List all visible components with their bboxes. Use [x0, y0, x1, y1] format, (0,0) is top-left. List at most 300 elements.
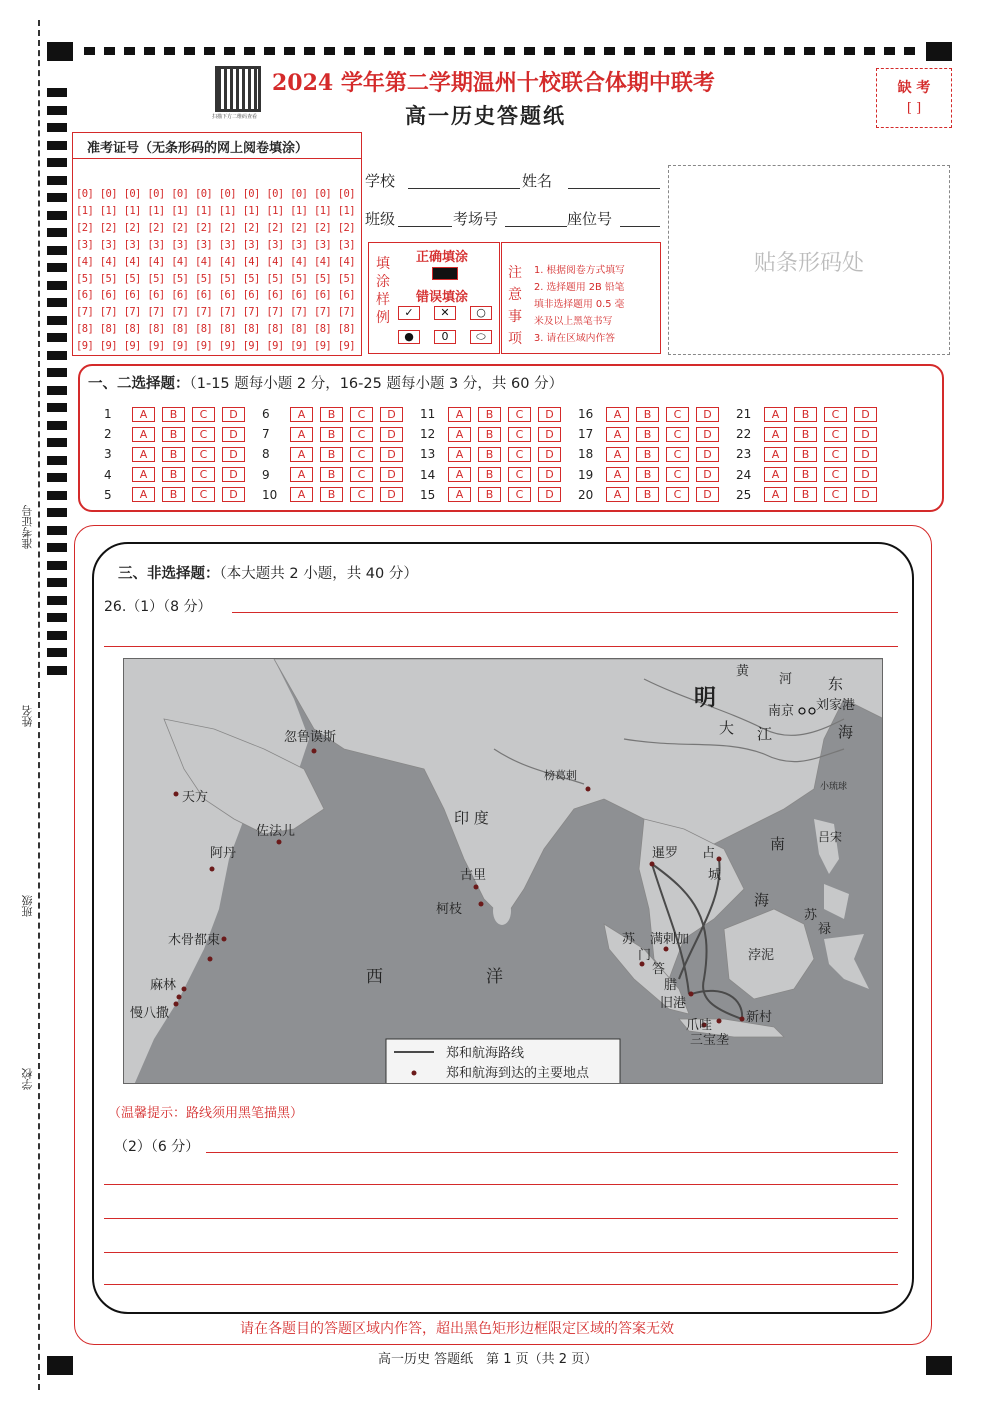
exam-id-bubble[interactable]: [3]	[242, 238, 260, 251]
option-bubble-c[interactable]: C	[192, 447, 215, 462]
section3-title	[118, 562, 418, 583]
option-bubble-a[interactable]: A	[606, 487, 629, 502]
exam-id-bubble[interactable]: [2]	[218, 221, 236, 234]
exam-id-bubble[interactable]: [8]	[76, 323, 94, 336]
option-bubble-a[interactable]: A	[448, 487, 471, 502]
option-bubble-b[interactable]: B	[636, 407, 659, 422]
label-yang: 洋	[486, 967, 503, 987]
class-field[interactable]	[398, 226, 452, 227]
option-bubble-c[interactable]: C	[350, 407, 373, 422]
option-bubble-c[interactable]: C	[824, 467, 847, 482]
exam-id-bubble[interactable]: [5]	[242, 272, 260, 285]
option-bubble-b[interactable]: B	[162, 467, 185, 482]
option-bubble-a[interactable]: A	[606, 447, 629, 462]
timing-mark	[584, 47, 595, 55]
option-bubble-b[interactable]: B	[478, 407, 501, 422]
exam-id-bubble[interactable]: [7]	[242, 306, 260, 319]
exam-id-bubble[interactable]: [5]	[194, 272, 213, 285]
timing-mark	[464, 47, 475, 55]
exam-id-bubble[interactable]: [2]	[123, 221, 141, 234]
option-bubble-c[interactable]: C	[666, 447, 689, 462]
option-bubble-d[interactable]: D	[538, 407, 561, 422]
timing-mark	[344, 47, 355, 55]
option-bubble-a[interactable]: A	[132, 407, 155, 422]
q26-2-line-4[interactable]	[104, 1252, 898, 1253]
exam-id-bubble[interactable]: [1]	[147, 204, 165, 217]
mcq-question	[420, 406, 568, 422]
exam-id-bubble[interactable]: [3]	[123, 238, 141, 251]
exam-id-bubble[interactable]: [4]	[194, 255, 213, 268]
timing-mark	[47, 281, 67, 290]
exam-id-bubble[interactable]: [4]	[147, 255, 165, 268]
option-bubble-a[interactable]: A	[764, 407, 787, 422]
option-bubble-d[interactable]: D	[222, 487, 245, 502]
q26-2-line-3[interactable]	[104, 1218, 898, 1219]
exam-id-bubble[interactable]: [0]	[337, 188, 355, 200]
option-bubble-c[interactable]: C	[666, 427, 689, 442]
mcq-question	[578, 467, 726, 483]
option-bubble-b[interactable]: B	[320, 427, 343, 442]
option-bubble-d[interactable]: D	[696, 467, 719, 482]
option-bubble-d[interactable]: D	[854, 467, 877, 482]
name-field[interactable]	[568, 188, 660, 189]
timing-mark	[47, 228, 67, 237]
option-bubble-d[interactable]: D	[538, 467, 561, 482]
exam-id-bubble[interactable]: [9]	[337, 340, 355, 353]
label-sumatra4: 腊	[664, 978, 678, 993]
option-bubble-a[interactable]: A	[132, 487, 155, 502]
option-bubble-d[interactable]: D	[380, 447, 403, 462]
exam-id-bubble[interactable]: [5]	[147, 272, 165, 285]
exam-id-bubble[interactable]: [3]	[337, 238, 355, 251]
timing-mark	[104, 47, 115, 55]
label-liujiagang: 刘家港	[816, 698, 856, 713]
option-bubble-a[interactable]: A	[606, 427, 629, 442]
timing-mark	[264, 47, 275, 55]
exam-id-bubble[interactable]: [3]	[290, 238, 308, 251]
exam-id-bubble[interactable]: [0]	[218, 188, 236, 200]
exam-id-bubble[interactable]: [6]	[242, 289, 260, 302]
option-bubble-d[interactable]: D	[854, 427, 877, 442]
option-bubble-a[interactable]: A	[606, 467, 629, 482]
exam-id-bubble[interactable]: [7]	[266, 306, 284, 319]
exam-id-bubble[interactable]: [4]	[171, 255, 189, 268]
exam-id-bubble[interactable]: [1]	[266, 204, 284, 217]
option-bubble-c[interactable]: C	[666, 467, 689, 482]
option-bubble-d[interactable]: D	[854, 447, 877, 462]
option-bubble-c[interactable]: C	[666, 407, 689, 422]
exam-id-bubble[interactable]: [6]	[290, 289, 308, 302]
exam-id-bubble[interactable]: [6]	[194, 289, 213, 302]
exam-id-bubble[interactable]: [5]	[313, 272, 332, 285]
exam-id-bubble[interactable]: [8]	[123, 323, 141, 336]
q26-2-line-1[interactable]	[206, 1152, 898, 1153]
exam-id-bubble[interactable]: [4]	[266, 255, 284, 268]
exam-id-bubble[interactable]: [1]	[290, 204, 308, 217]
exam-id-bubble[interactable]: [8]	[147, 323, 165, 336]
option-bubble-b[interactable]: B	[320, 447, 343, 462]
timing-mark	[864, 47, 875, 55]
timing-mark	[47, 648, 67, 657]
option-bubble-d[interactable]: D	[222, 407, 245, 422]
option-bubble-b[interactable]: B	[478, 447, 501, 462]
label-zufar: 佐法儿	[256, 824, 296, 839]
question-number: 17	[578, 427, 594, 442]
exam-id-bubble[interactable]: [7]	[290, 306, 308, 319]
mcq-question	[736, 487, 884, 503]
option-bubble-c[interactable]: C	[508, 407, 531, 422]
option-bubble-a[interactable]: A	[290, 467, 313, 482]
option-bubble-a[interactable]: A	[290, 487, 313, 502]
exam-id-bubble[interactable]: [9]	[266, 340, 284, 353]
option-bubble-d[interactable]: D	[854, 407, 877, 422]
label-he: 河	[779, 672, 793, 687]
exam-id-bubble[interactable]: [2]	[242, 221, 260, 234]
option-bubble-c[interactable]: C	[824, 407, 847, 422]
timing-mark	[384, 47, 395, 55]
option-bubble-c[interactable]: C	[350, 467, 373, 482]
side-char: 项	[508, 331, 522, 347]
exam-id-bubble[interactable]: [2]	[290, 221, 308, 234]
option-bubble-b[interactable]: B	[320, 467, 343, 482]
option-bubble-a[interactable]: A	[290, 407, 313, 422]
exam-id-bubble[interactable]: [6]	[337, 289, 355, 302]
exam-id-bubble[interactable]: [1]	[218, 204, 236, 217]
wrong-fill-sample: ✕	[434, 306, 456, 320]
exam-id-bubble[interactable]: [8]	[290, 323, 308, 336]
exam-id-bubble[interactable]: [9]	[123, 340, 141, 353]
exam-id-bubble[interactable]: [3]	[194, 238, 213, 251]
timing-mark	[204, 47, 215, 55]
option-bubble-d[interactable]: D	[696, 447, 719, 462]
option-bubble-d[interactable]: D	[696, 427, 719, 442]
exam-id-bubble[interactable]: [4]	[218, 255, 236, 268]
exam-id-bubble[interactable]: [3]	[171, 238, 189, 251]
exam-id-bubble[interactable]: [7]	[194, 306, 213, 319]
exam-id-bubble[interactable]: [7]	[218, 306, 236, 319]
exam-id-bubble[interactable]: [9]	[171, 340, 189, 353]
exam-id-bubble[interactable]: [2]	[194, 221, 213, 234]
mcq-question	[104, 426, 252, 442]
exam-id-bubble[interactable]: [0]	[171, 188, 189, 200]
exam-id-bubble[interactable]: [5]	[266, 272, 284, 285]
exam-id-bubble[interactable]: [5]	[99, 272, 117, 285]
exam-id-bubble[interactable]: [1]	[313, 204, 332, 217]
exam-id-bubble[interactable]: [2]	[337, 221, 355, 234]
option-bubble-b[interactable]: B	[478, 487, 501, 502]
exam-id-bubble[interactable]: [2]	[171, 221, 189, 234]
option-bubble-b[interactable]: B	[794, 447, 817, 462]
exam-id-bubble[interactable]: [0]	[99, 188, 117, 200]
mcq-question	[104, 406, 252, 422]
option-bubble-a[interactable]: A	[448, 467, 471, 482]
option-bubble-c[interactable]: C	[508, 427, 531, 442]
option-bubble-b[interactable]: B	[162, 407, 185, 422]
option-bubble-d[interactable]: D	[380, 467, 403, 482]
option-bubble-a[interactable]: A	[764, 467, 787, 482]
option-bubble-b[interactable]: B	[162, 447, 185, 462]
option-bubble-c[interactable]: C	[824, 427, 847, 442]
label-ming: 明	[694, 686, 717, 711]
option-bubble-a[interactable]: A	[764, 427, 787, 442]
exam-id-bubble[interactable]: [1]	[242, 204, 260, 217]
exam-id-bubble[interactable]: [0]	[123, 188, 141, 200]
option-bubble-b[interactable]: B	[636, 447, 659, 462]
option-bubble-a[interactable]: A	[764, 487, 787, 502]
exam-id-bubble[interactable]: [0]	[194, 188, 213, 200]
q26-2-line-5[interactable]	[104, 1284, 898, 1285]
exam-id-bubble[interactable]: [0]	[266, 188, 284, 200]
exam-id-bubble[interactable]: [3]	[218, 238, 236, 251]
exam-id-bubble[interactable]: [3]	[76, 238, 94, 251]
option-bubble-d[interactable]: D	[222, 467, 245, 482]
exam-id-row	[76, 338, 362, 355]
timing-mark	[724, 47, 735, 55]
room-field[interactable]	[505, 226, 567, 227]
q26-1-line-2[interactable]	[104, 646, 898, 647]
exam-id-bubble[interactable]: [3]	[99, 238, 117, 251]
side-char: 样	[376, 292, 390, 308]
exam-id-bubble[interactable]: [4]	[290, 255, 308, 268]
timing-mark	[47, 246, 67, 255]
timing-mark	[664, 47, 675, 55]
exam-id-bubble[interactable]: [8]	[218, 323, 236, 336]
exam-id-bubble[interactable]: [5]	[123, 272, 141, 285]
option-bubble-b[interactable]: B	[636, 467, 659, 482]
exam-id-bubble[interactable]: [5]	[337, 272, 355, 285]
label-dong: 东	[828, 675, 844, 693]
option-bubble-a[interactable]: A	[290, 427, 313, 442]
map-legend	[386, 1039, 620, 1084]
option-bubble-b[interactable]: B	[794, 407, 817, 422]
option-bubble-a[interactable]: A	[606, 407, 629, 422]
question-number: 19	[578, 467, 594, 482]
exam-id-bubble[interactable]: [5]	[171, 272, 189, 285]
exam-id-bubble[interactable]: [0]	[290, 188, 308, 200]
timing-mark	[404, 47, 415, 55]
option-bubble-d[interactable]: D	[380, 487, 403, 502]
option-bubble-a[interactable]: A	[132, 427, 155, 442]
exam-id-bubble[interactable]: [9]	[99, 340, 117, 353]
option-bubble-c[interactable]: C	[824, 487, 847, 502]
exam-id-grid[interactable]	[76, 186, 362, 355]
exam-id-bubble[interactable]: [3]	[147, 238, 165, 251]
exam-id-bubble[interactable]: [9]	[242, 340, 260, 353]
exam-id-bubble[interactable]: [9]	[313, 340, 332, 353]
exam-id-bubble[interactable]: [4]	[337, 255, 355, 268]
exam-id-bubble[interactable]: [9]	[76, 340, 94, 353]
option-bubble-c[interactable]: C	[350, 487, 373, 502]
option-bubble-d[interactable]: D	[538, 487, 561, 502]
question-number: 10	[262, 487, 278, 502]
exam-id-bubble[interactable]: [7]	[123, 306, 141, 319]
option-bubble-d[interactable]: D	[222, 447, 245, 462]
exam-id-bubble[interactable]: [3]	[313, 238, 332, 251]
option-bubble-d[interactable]: D	[538, 447, 561, 462]
option-bubble-c[interactable]: C	[508, 447, 531, 462]
option-bubble-d[interactable]: D	[380, 407, 403, 422]
timing-mark	[47, 631, 67, 640]
label-huang: 黄	[736, 664, 750, 679]
exam-id-bubble[interactable]: [6]	[76, 289, 94, 302]
option-bubble-c[interactable]: C	[192, 427, 215, 442]
exam-id-bubble[interactable]: [6]	[218, 289, 236, 302]
exam-id-bubble[interactable]: [9]	[290, 340, 308, 353]
exam-id-bubble[interactable]: [4]	[242, 255, 260, 268]
option-bubble-c[interactable]: C	[666, 487, 689, 502]
exam-id-bubble[interactable]: [0]	[147, 188, 165, 200]
side-char: 涂	[376, 274, 390, 290]
zheng-he-map	[123, 658, 883, 1084]
exam-id-bubble[interactable]: [4]	[123, 255, 141, 268]
exam-id-bubble[interactable]: [8]	[171, 323, 189, 336]
exam-id-bubble[interactable]: [2]	[147, 221, 165, 234]
option-bubble-d[interactable]: D	[854, 487, 877, 502]
question-number: 14	[420, 467, 436, 482]
option-bubble-c[interactable]: C	[824, 447, 847, 462]
option-bubble-b[interactable]: B	[636, 487, 659, 502]
exam-id-bubble[interactable]: [7]	[171, 306, 189, 319]
exam-id-bubble[interactable]: [6]	[123, 289, 141, 302]
option-bubble-b[interactable]: B	[636, 427, 659, 442]
exam-id-bubble[interactable]: [5]	[76, 272, 94, 285]
legend-route: 郑和航海路线	[446, 1046, 525, 1061]
timing-mark	[224, 47, 235, 55]
exam-id-bubble[interactable]: [5]	[218, 272, 236, 285]
exam-id-bubble[interactable]: [6]	[171, 289, 189, 302]
option-bubble-a[interactable]: A	[290, 447, 313, 462]
exam-id-row	[76, 304, 362, 321]
timing-mark	[47, 88, 67, 97]
absent-box[interactable]	[876, 68, 952, 128]
seat-field[interactable]	[620, 226, 660, 227]
exam-id-bubble[interactable]: [7]	[313, 306, 332, 319]
exam-id-bubble[interactable]: [9]	[194, 340, 213, 353]
map-svg	[124, 659, 883, 1084]
exam-id-bubble[interactable]: [1]	[99, 204, 117, 217]
side-char: 意	[508, 287, 522, 303]
exam-id-bubble[interactable]: [5]	[290, 272, 308, 285]
option-bubble-a[interactable]: A	[764, 447, 787, 462]
option-bubble-d[interactable]: D	[538, 427, 561, 442]
option-bubble-b[interactable]: B	[794, 427, 817, 442]
option-bubble-b[interactable]: B	[320, 487, 343, 502]
exam-id-bubble[interactable]: [0]	[313, 188, 332, 200]
exam-id-bubble[interactable]: [0]	[76, 188, 94, 200]
option-bubble-c[interactable]: C	[508, 467, 531, 482]
side-label-name: 姓名	[21, 705, 34, 727]
exam-id-bubble[interactable]: [8]	[266, 323, 284, 336]
exam-id-bubble[interactable]: [4]	[313, 255, 332, 268]
exam-id-bubble[interactable]: [7]	[337, 306, 355, 319]
exam-id-bubble[interactable]: [6]	[313, 289, 332, 302]
exam-id-bubble[interactable]: [2]	[266, 221, 284, 234]
exam-id-bubble[interactable]: [8]	[337, 323, 355, 336]
label-champa1: 占	[702, 846, 716, 861]
option-bubble-c[interactable]: C	[350, 427, 373, 442]
exam-id-bubble[interactable]: [8]	[194, 323, 213, 336]
exam-id-bubble[interactable]: [2]	[99, 221, 117, 234]
option-bubble-b[interactable]: B	[794, 467, 817, 482]
option-bubble-a[interactable]: A	[132, 467, 155, 482]
exam-id-bubble[interactable]: [6]	[99, 289, 117, 302]
option-bubble-b[interactable]: B	[478, 427, 501, 442]
exam-id-bubble[interactable]: [7]	[99, 306, 117, 319]
option-bubble-c[interactable]: C	[192, 467, 215, 482]
exam-id-bubble[interactable]: [7]	[76, 306, 94, 319]
option-bubble-d[interactable]: D	[380, 427, 403, 442]
q26-1-line-1[interactable]	[232, 612, 898, 613]
exam-id-bubble[interactable]: [6]	[266, 289, 284, 302]
exam-id-bubble[interactable]: [4]	[99, 255, 117, 268]
label-cochin: 柯枝	[436, 902, 463, 917]
qr-code	[215, 66, 261, 112]
q26-2-line-2[interactable]	[104, 1184, 898, 1185]
wrong-fill-sample: ⬭	[470, 330, 492, 344]
qr-caption: 扫描下方二维码查看	[212, 114, 258, 120]
option-bubble-b[interactable]: B	[478, 467, 501, 482]
option-bubble-a[interactable]: A	[132, 447, 155, 462]
option-bubble-b[interactable]: B	[320, 407, 343, 422]
exam-id-bubble[interactable]: [7]	[147, 306, 165, 319]
exam-id-bubble[interactable]: [1]	[194, 204, 213, 217]
option-bubble-b[interactable]: B	[162, 427, 185, 442]
page-subtitle: 高一历史答题纸	[405, 104, 566, 128]
option-bubble-d[interactable]: D	[696, 407, 719, 422]
exam-id-bubble[interactable]: [4]	[76, 255, 94, 268]
exam-id-bubble[interactable]: [6]	[147, 289, 165, 302]
school-field[interactable]	[408, 188, 520, 189]
option-bubble-a[interactable]: A	[448, 407, 471, 422]
option-bubble-c[interactable]: C	[192, 407, 215, 422]
option-bubble-c[interactable]: C	[508, 487, 531, 502]
exam-id-bubble[interactable]: [0]	[242, 188, 260, 200]
option-bubble-c[interactable]: C	[192, 487, 215, 502]
option-bubble-a[interactable]: A	[448, 427, 471, 442]
note-item: 3. 请在区域内作答	[534, 333, 616, 344]
exam-id-bubble[interactable]: [1]	[337, 204, 355, 217]
note-item: 2. 选择题用 2B 铅笔	[534, 282, 625, 293]
exam-id-bubble[interactable]: [9]	[218, 340, 236, 353]
option-bubble-c[interactable]: C	[350, 447, 373, 462]
mcq-question	[736, 467, 884, 483]
exam-id-bubble[interactable]: [8]	[242, 323, 260, 336]
label-champa2: 城	[708, 868, 722, 883]
exam-id-bubble[interactable]: [8]	[99, 323, 117, 336]
timing-mark	[844, 47, 855, 55]
exam-id-bubble[interactable]: [9]	[147, 340, 165, 353]
option-bubble-b[interactable]: B	[162, 487, 185, 502]
exam-id-bubble[interactable]: [1]	[123, 204, 141, 217]
exam-id-bubble[interactable]: [1]	[76, 204, 94, 217]
exam-id-bubble[interactable]: [2]	[313, 221, 332, 234]
exam-id-bubble[interactable]: [8]	[313, 323, 332, 336]
option-bubble-d[interactable]: D	[696, 487, 719, 502]
exam-id-bubble[interactable]: [3]	[266, 238, 284, 251]
timing-mark	[47, 141, 67, 150]
absent-bubble[interactable]: [ ]	[906, 101, 922, 116]
exam-id-bubble[interactable]: [1]	[171, 204, 189, 217]
timing-mark	[47, 368, 67, 377]
option-bubble-a[interactable]: A	[448, 447, 471, 462]
footer-warning: 请在各题目的答题区域内作答，超出黑色矩形边框限定区域的答案无效	[240, 1321, 674, 1337]
option-bubble-d[interactable]: D	[222, 427, 245, 442]
timing-mark	[144, 47, 155, 55]
wrong-fill-sample: ●	[398, 330, 420, 344]
exam-id-bubble[interactable]: [2]	[76, 221, 94, 234]
mcq-question	[262, 426, 410, 442]
option-bubble-b[interactable]: B	[794, 487, 817, 502]
